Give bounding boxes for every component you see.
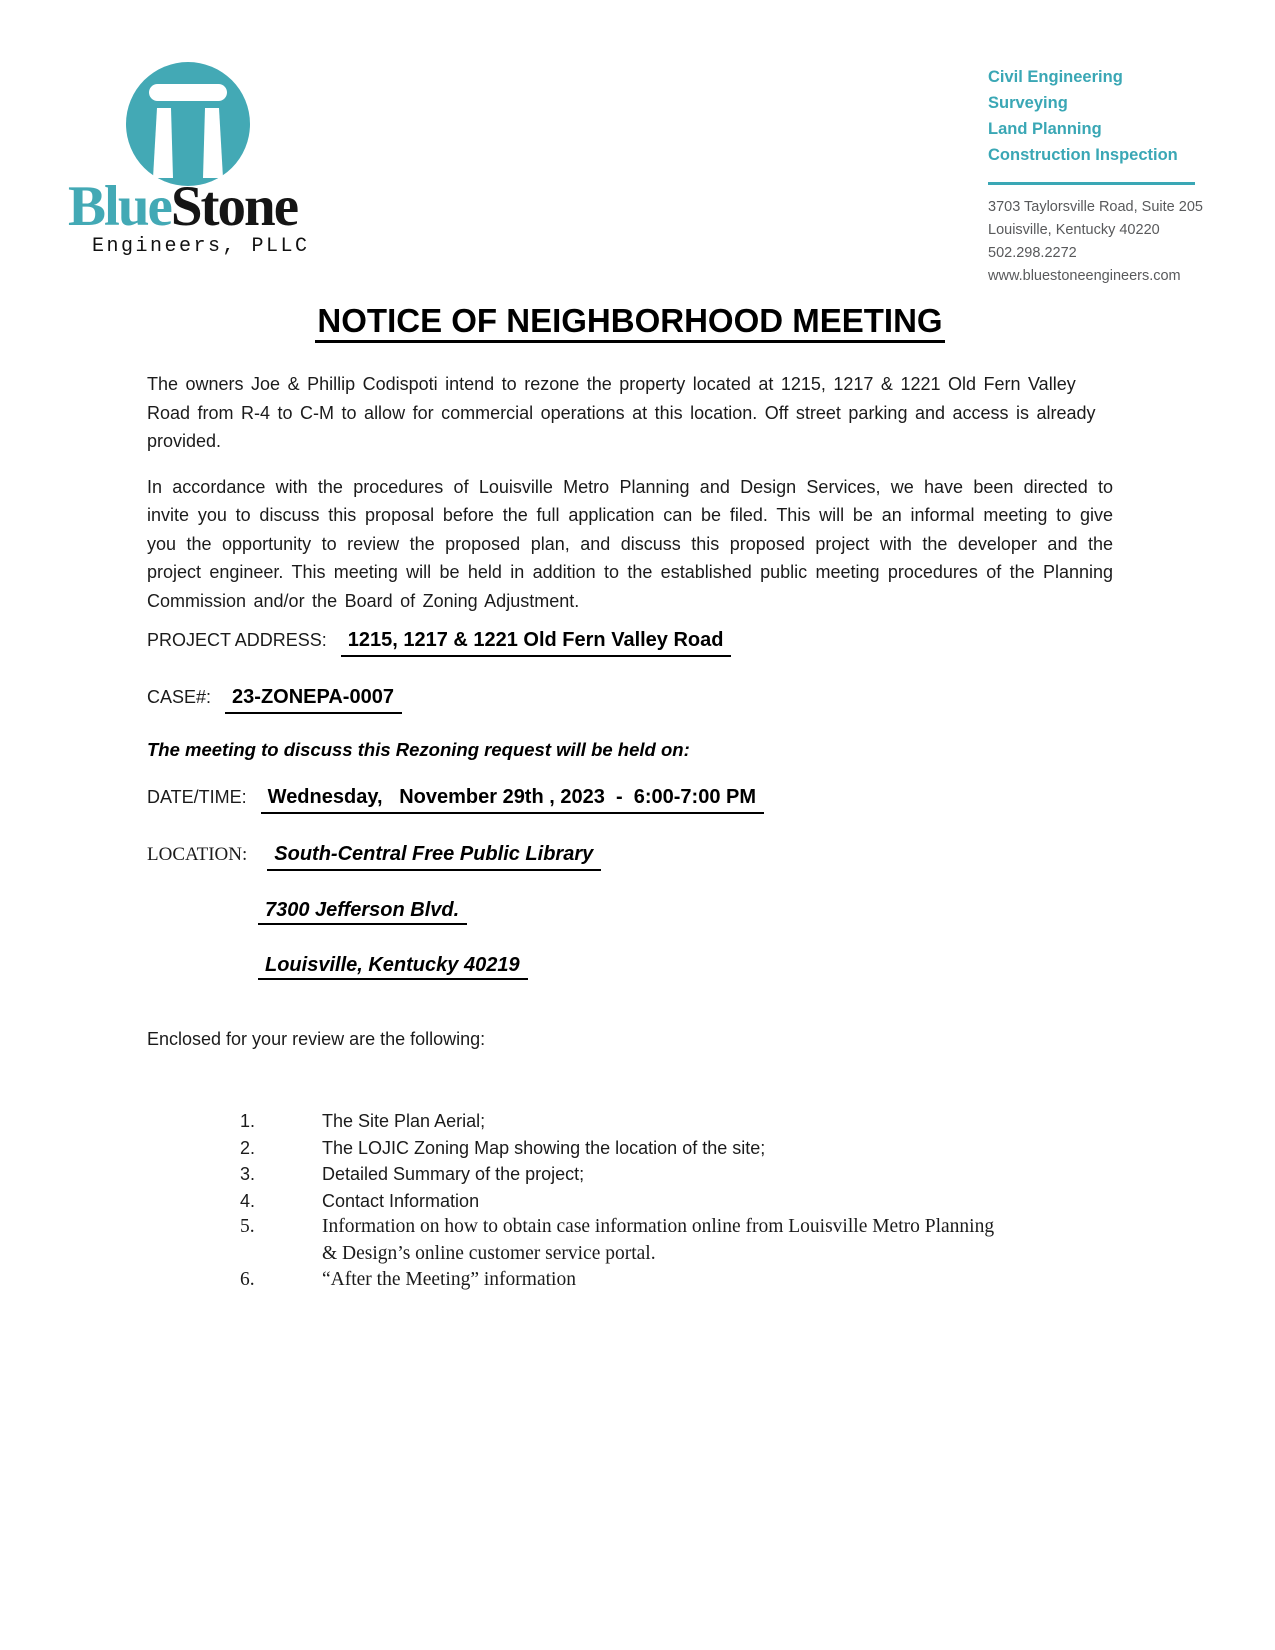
item-number: 1.	[240, 1111, 256, 1131]
logo-subtitle: Engineers, PLLC	[92, 235, 310, 258]
service-line: Land Planning	[988, 120, 1102, 138]
location-street-line	[258, 897, 1113, 925]
page-title-text: NOTICE OF NEIGHBORHOOD MEETING	[315, 302, 944, 343]
firm-address	[988, 196, 1238, 288]
item-text: Contact Information	[322, 1190, 480, 1211]
item-number: 2.	[240, 1137, 256, 1158]
project-address-row	[147, 627, 1113, 657]
address-line: 502.298.2272	[988, 245, 1077, 261]
enclosure-list-item	[147, 1135, 1113, 1162]
location-label: LOCATION:	[147, 844, 248, 865]
item-number: 6.	[240, 1269, 255, 1290]
meeting-intro-line: The meeting to discuss this Rezoning request will be held on:	[147, 739, 690, 760]
logo-wordmark	[68, 175, 318, 238]
enclosure-list-item	[147, 1108, 1113, 1135]
item-number: 4.	[240, 1190, 256, 1211]
item-text: The LOJIC Zoning Map showing the location of the site;	[322, 1137, 766, 1158]
location-city-value: Louisville, Kentucky 40219	[258, 954, 528, 980]
intro-paragraph: The owners Joe & Phillip Codispoti intend to rezone the property located at 1215, 1217 & 1221 Old Fern Valley Road from R-4 to C-M to allow for commercial operations at this location. Off street parking and access is already provided.	[147, 374, 1096, 451]
case-number-value: 23-ZONEPA-0007	[225, 684, 402, 714]
location-street-value: 7300 Jefferson Blvd.	[258, 899, 467, 925]
item-number: 5.	[240, 1216, 255, 1237]
logo-word-stone: Stone	[170, 175, 298, 238]
services-list	[988, 64, 1228, 168]
service-line: Surveying	[988, 94, 1068, 112]
location-row	[147, 841, 1113, 871]
address-line: Louisville, Kentucky 40220	[988, 222, 1160, 238]
enclosure-list-item	[147, 1161, 1113, 1188]
letter-body	[147, 298, 1113, 1294]
case-number-row	[147, 684, 1113, 714]
page-title	[147, 298, 1113, 344]
project-address-label: PROJECT ADDRESS:	[147, 630, 327, 650]
project-address-value: 1215, 1217 & 1221 Old Fern Valley Road	[341, 627, 732, 657]
location-name-value: South-Central Free Public Library	[267, 841, 601, 871]
item-text: Information on how to obtain case information online from Louisville Metro Planning & Design’s online customer service portal.	[322, 1216, 995, 1264]
enclosure-list-item	[147, 1188, 1113, 1215]
item-text: “After the Meeting” information	[322, 1269, 576, 1290]
stonehenge-logo-icon	[112, 60, 264, 190]
item-number: 3.	[240, 1164, 256, 1184]
teal-divider	[988, 182, 1195, 185]
service-line: Civil Engineering	[988, 68, 1123, 86]
procedures-paragraph: In accordance with the procedures of Louisville Metro Planning and Design Services, we have been directed to invite you to discuss this proposal before the full application can be filed. This will be an informal meeting to give you the opportunity to review the proposed plan, and discuss this proposed project with the developer and the project engineer. This meeting will be held in addition to the established public meeting procedures of the Planning Commission and/or the Board of Zoning Adjustment.	[147, 476, 1113, 611]
datetime-value: Wednesday, November 29th , 2023 - 6:00-7:00 PM	[261, 784, 764, 814]
datetime-label: DATE/TIME:	[147, 787, 247, 807]
enclosed-intro-line: Enclosed for your review are the following:	[147, 1029, 486, 1049]
logo-word-blue: Blue	[68, 175, 171, 238]
enclosure-list-item	[147, 1267, 1113, 1294]
datetime-row	[147, 784, 1113, 814]
website-line: www.bluestoneengineers.com	[988, 268, 1181, 284]
enclosure-list-item	[147, 1214, 1113, 1267]
location-city-line	[258, 952, 1113, 980]
item-text: The Site Plan Aerial;	[322, 1111, 486, 1131]
address-line: 3703 Taylorsville Road, Suite 205	[988, 199, 1203, 215]
service-line: Construction Inspection	[988, 146, 1178, 164]
bluestone-logo	[68, 60, 318, 258]
case-number-label: CASE#:	[147, 687, 212, 707]
item-text: Detailed Summary of the project;	[322, 1164, 585, 1184]
enclosure-list	[147, 1108, 1113, 1294]
